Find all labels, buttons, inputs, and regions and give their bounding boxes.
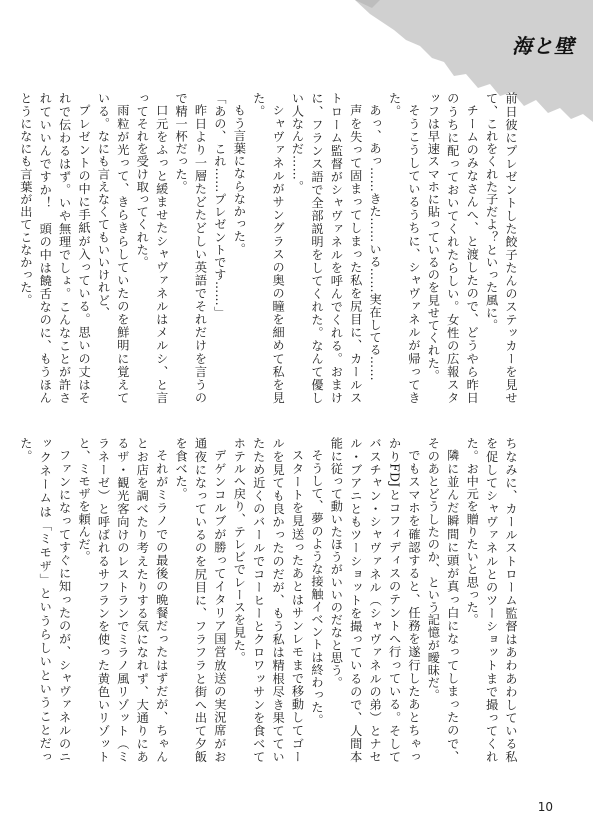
paragraph: もう言葉にならなかった。 <box>232 104 247 256</box>
paragraph: ちなみに、カールストローム監督はあわあわしている私を促してシャヴァネルとのツーショットまで撮ってくれた。お中元を贈りたいと思った。 <box>465 437 518 763</box>
dialogue-line: 「あの、これ……プレゼントです……」 <box>212 92 227 319</box>
paragraph: あっ、あっ……きた……いる……実在してる…… <box>368 104 383 382</box>
paragraph: 雨粒が光って、きらきらしていたのを鮮明に覚えている。なにも言えなくてもいいけれど、 <box>96 92 130 404</box>
paragraph: デゲンコルブが勝ってイタリア国営放送の実況席がお通夜になっているのを尻目に、フラフラと街へ出て夕飯を食べた。 <box>174 437 227 763</box>
paragraph: 声を失って固まってしまった私を尻目に、カールストローム監督がシャヴァネルを呼んでくれる。おまけに、フランス語で全部説明をしてくれた。なんて優しい人なんだ……。 <box>290 92 363 404</box>
paragraph: でもスマホを確認すると、任務を遂行したあとちゃっかりFDJとコフィディスのテントへ行っている。そしてバスチャン・シャヴァネル（シャヴァネルの弟）とナセル・ブアニともツーショットを撮っているので、人間本能に従って動いたほうがいいのだなと思う。 <box>329 437 421 763</box>
paragraph: 隣に並んだ瞬間に頭が真っ白になってしまったので、そのあとどうしたのか、という記憶が曖昧だ。 <box>426 437 460 763</box>
header-title: 海と壁 <box>512 34 575 58</box>
paragraph: それがミラノでの最後の晩餐だったはずだが、ちゃんとお店を調べたり考えたりする気になれず、大通りにあるザ・観光客向けのレストランでミラノ風リゾット（ミラネーゼ）と呼ばれるサフランを使った黄色いリゾットと、ミモザを頼んだ。 <box>77 437 169 763</box>
paragraph: 昨日より一層たどたどしい英語でそれだけを言うので精一杯だった。 <box>174 92 208 404</box>
paragraph: そうこうしているうちに、シャヴァネルが帰ってきた。 <box>387 92 421 404</box>
text-block-bottom <box>18 437 520 763</box>
paragraph: スタートを見送ったあとはサンレモまで移動してゴールを見ても良かったのだが、もう私は精根尽き果てていたため近くのバールでコーヒーとクロワッサンを食べてホテルへ戻り、テレビでレースを見た。 <box>232 437 305 763</box>
paragraph: そうして、夢のような接触イベントは終わった。 <box>309 449 324 727</box>
paragraph: 口元をふっと緩ませたシャヴァネルはメルシ、と言ってそれを受け取ってくれた。 <box>135 92 169 404</box>
paragraph: チームのみなさんへ、と渡したので、どうやら昨日のうちに配っておいてくれたらしい。女性の広報スタッフは早速スマホに貼っているのを見せてくれた。 <box>426 92 480 404</box>
paragraph: シャヴァネルがサングラスの奥の瞳を細めて私を見た。 <box>251 92 286 404</box>
page-number: 10 <box>537 800 553 814</box>
text-block-top <box>18 92 520 404</box>
paragraph: ファンになってすぐに知ったのが、シャヴァネルのニックネームは「ミモザ」というらしいということだった。 <box>18 437 72 763</box>
paragraph: 前日彼にプレゼントした餃子たんのステッカーを見せて、これをくれた子だよ？といった風に。 <box>484 92 518 404</box>
paragraph: プレゼントの中に手紙が入っている。思いの丈はそれで伝わるはず。いや無理でしょ。こんなことが許されていいんですか！ 頭の中は饒舌なのに、もうほんとうになにも言葉が出てこなかった。 <box>18 92 92 404</box>
